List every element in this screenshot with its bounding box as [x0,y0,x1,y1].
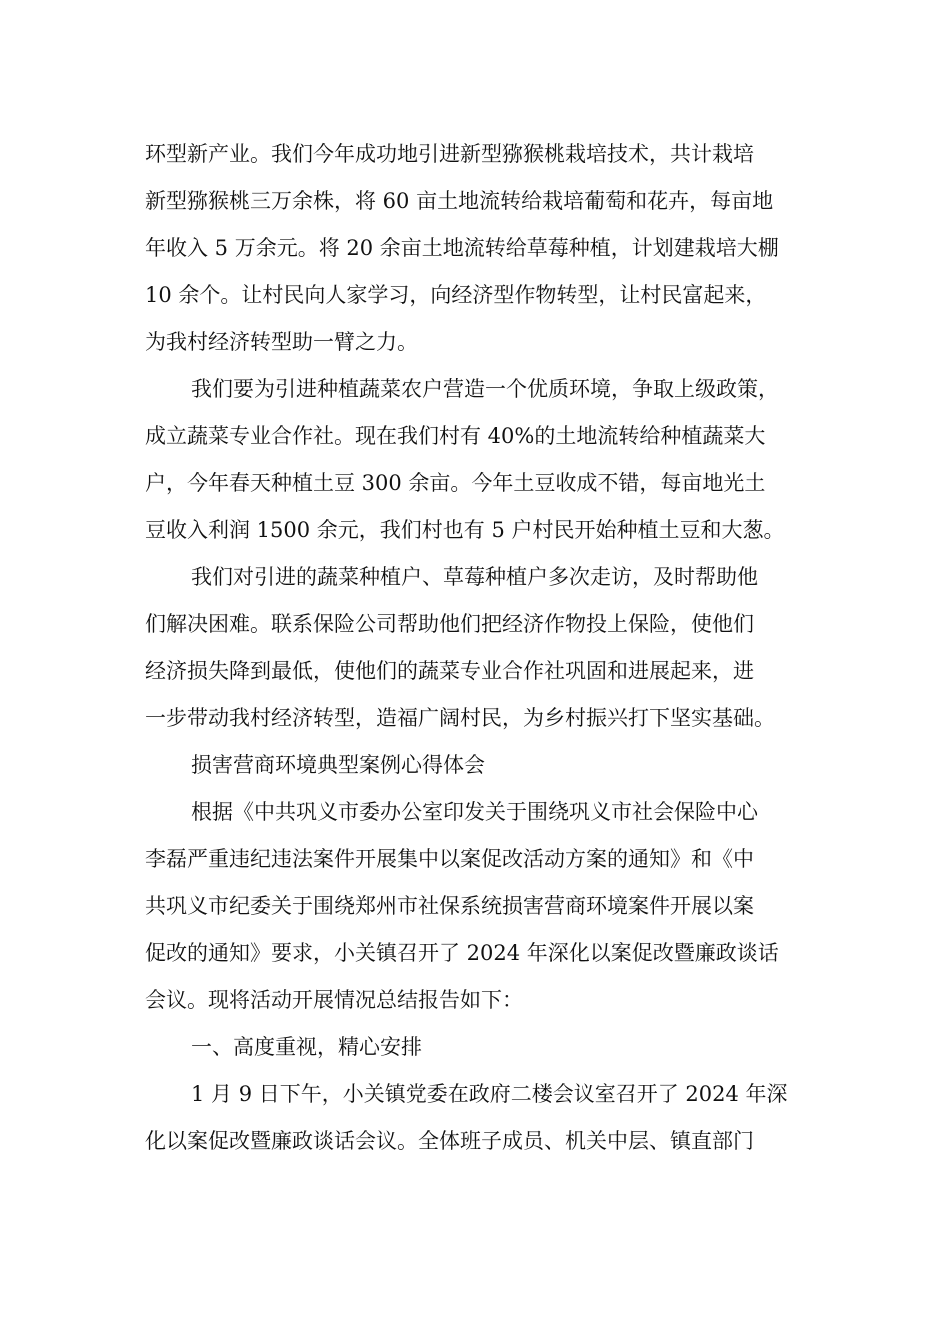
text-line: 会议。现将活动开展情况总结报告如下： [145,988,523,1012]
section-title: 损害营商环境典型案例心得体会 [191,753,485,777]
paragraph-start-line: 根据《中共巩义市委办公室印发关于围绕巩义市社会保险中心 [191,800,758,824]
document-body [145,131,810,1165]
text-line: 化以案促改暨廉政谈话会议。全体班子成员、机关中层、镇直部门 [145,1129,754,1153]
text-line: 10 余个。让村民向人家学习，向经济型作物转型，让村民富起来， [145,283,767,307]
text-line: 新型猕猴桃三万余株，将 60 亩土地流转给栽培葡萄和花卉，每亩地 [145,189,774,213]
text-line: 为我村经济转型助一臂之力。 [145,330,418,354]
paragraph-start-line: 我们对引进的蔬菜种植户、草莓种植户多次走访，及时帮助他 [191,565,758,589]
text-line: 成立蔬菜专业合作社。现在我们村有 40%的土地流转给种植蔬菜大 [145,424,766,448]
text-line: 共巩义市纪委关于围绕郑州市社保系统损害营商环境案件开展以案 [145,894,754,918]
text-line: 李磊严重违纪违法案件开展集中以案促改活动方案的通知》和《中 [145,847,754,871]
text-line: 们解决困难。联系保险公司帮助他们把经济作物投上保险，使他们 [145,612,754,636]
paragraph-start-line: 我们要为引进种植蔬菜农户营造一个优质环境，争取上级政策， [191,377,779,401]
text-line: 年收入 5 万余元。将 20 余亩土地流转给草莓种植，计划建栽培大棚 [145,236,779,260]
text-line: 一步带动我村经济转型，造福广阔村民，为乡村振兴打下坚实基础。 [145,706,775,730]
paragraph-start-line: 1 月 9 日下午，小关镇党委在政府二楼会议室召开了 2024 年深 [191,1082,788,1106]
text-line: 户，今年春天种植土豆 300 余亩。今年土豆收成不错，每亩地光土 [145,471,766,495]
text-line: 经济损失降到最低，使他们的蔬菜专业合作社巩固和进展起来，进 [145,659,754,683]
text-line: 豆收入利润 1500 余元，我们村也有 5 户村民开始种植土豆和大葱。 [145,518,785,542]
text-line: 促改的通知》要求，小关镇召开了 2024 年深化以案促改暨廉政谈话 [145,941,779,965]
text-line: 环型新产业。我们今年成功地引进新型猕猴桃栽培技术，共计栽培 [145,142,754,166]
section-heading: 一、高度重视，精心安排 [191,1035,422,1059]
